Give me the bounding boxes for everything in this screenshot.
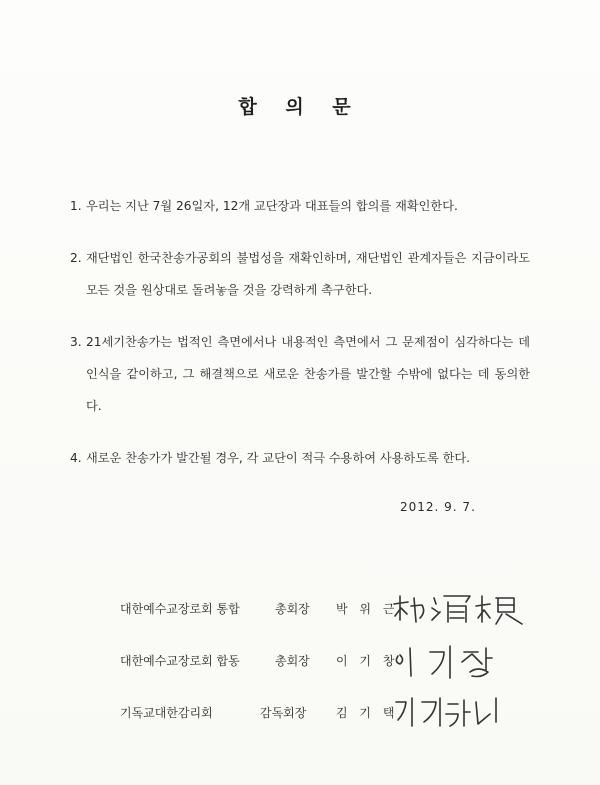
item-number: 2. (70, 251, 82, 265)
handwritten-signature (392, 640, 512, 680)
handwritten-signature (392, 692, 507, 732)
item-number: 3. (70, 335, 82, 349)
signatory-name: 박 위 근 (336, 602, 399, 616)
handwritten-signature (392, 588, 527, 628)
item-text: 재단법인 한국찬송가공회의 불법성을 재확인하며, 재단법인 관계자들은 지금이라도 모든 것을 원상대로 돌려놓을 것을 강력하게 촉구한다. (86, 251, 530, 297)
item-text: 21세기찬송가는 법적인 측면에서나 내용적인 측면에서 그 문제점이 심각하다는 데 인식을 같이하고, 그 해결책으로 새로운 찬송가를 발간할 수밖에 없다는 데 동의한다. (86, 335, 530, 413)
item-number: 1. (70, 199, 82, 213)
signatory-row (120, 692, 540, 732)
signatory-name: 이 기 창 (336, 654, 399, 668)
signatory-row (120, 588, 540, 628)
agreement-item-2 (70, 242, 530, 306)
document-title: 합 의 문 (238, 96, 362, 118)
signatory-org: 기독교대한감리회 (120, 706, 213, 720)
signatory-position: 감독회장 (260, 706, 307, 720)
signatory-row (120, 640, 540, 680)
signatory-org: 대한예수교장로회 통합 (120, 602, 240, 616)
signatory-position: 총회장 (275, 602, 310, 616)
item-number: 4. (70, 451, 82, 465)
item-text: 우리는 지난 7월 26일자, 12개 교단장과 대표들의 합의를 재확인한다. (86, 199, 458, 213)
signatory-name: 김 기 택 (336, 706, 399, 720)
agreement-item-3 (70, 326, 530, 422)
agreement-item-4 (70, 442, 530, 474)
signatory-org: 대한예수교장로회 합동 (120, 654, 240, 668)
item-text: 새로운 찬송가가 발간될 경우, 각 교단이 적극 수용하여 사용하도록 한다. (86, 451, 471, 465)
agreement-item-1 (70, 190, 530, 222)
signatory-position: 총회장 (275, 654, 310, 668)
document-date: 2012. 9. 7. (400, 500, 476, 514)
